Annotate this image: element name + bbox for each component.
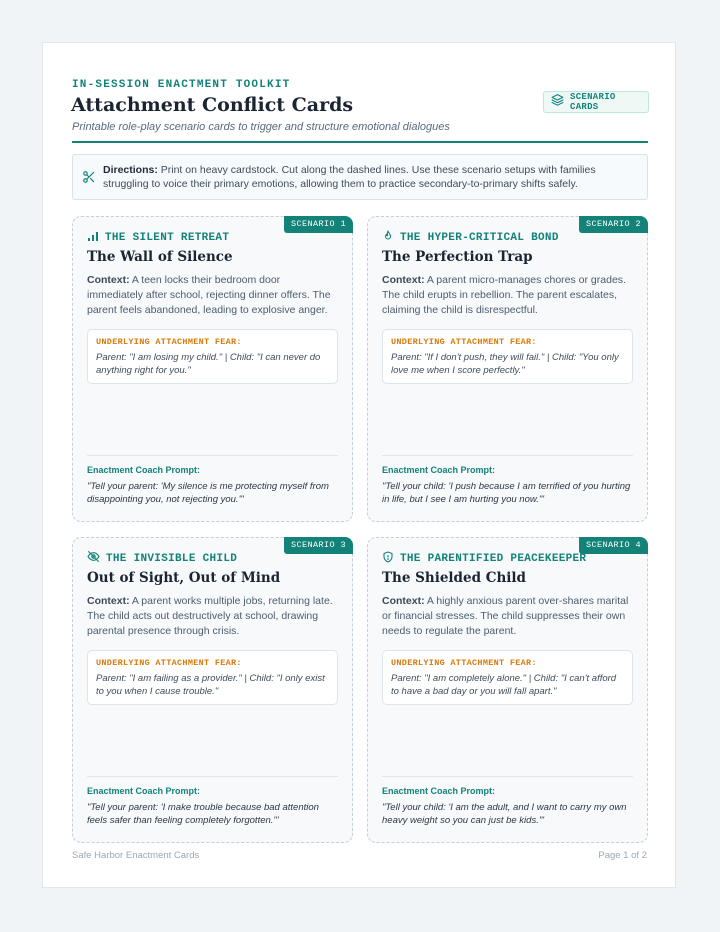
- card-title: The Shielded Child: [382, 570, 526, 586]
- context-text: A parent works multiple jobs, returning late. The child acts out destructively at school, drawing parental presence through crisis.: [87, 595, 333, 637]
- page-number: Page 1 of 2: [598, 850, 647, 861]
- scissors-icon: [82, 170, 96, 189]
- page-title: Attachment Conflict Cards: [71, 94, 354, 116]
- directions-box: [72, 154, 648, 200]
- fear-text: Parent: "I am failing as a provider." | Child: "I only exist to you when I cause trouble.": [96, 673, 325, 697]
- coach-label: Enactment Coach Prompt:: [382, 465, 496, 475]
- context-label: Context:: [87, 595, 130, 607]
- layers-icon: [551, 93, 564, 111]
- fear-label: UNDERLYING ATTACHMENT FEAR:: [96, 337, 242, 347]
- coach-prompt: "Tell your child: 'I am the adult, and I want to carry my own heavy weight so you can just be kids.'": [382, 802, 627, 826]
- signal-bars-icon: [87, 229, 99, 247]
- fear-label: UNDERLYING ATTACHMENT FEAR:: [391, 658, 537, 668]
- directions-text: [103, 164, 633, 191]
- attachment-fear-box: [382, 650, 633, 705]
- directions-label: Directions:: [103, 164, 158, 176]
- card-divider: [382, 455, 633, 456]
- fear-text: Parent: "I am completely alone." | Child: "I can't afford to have a bad day or you will fall apart.": [391, 673, 617, 697]
- toolkit-kicker: IN-SESSION ENACTMENT TOOLKIT: [72, 79, 291, 91]
- scenario-tag: SCENARIO 2: [579, 216, 648, 233]
- category-label: THE SILENT RETREAT: [105, 232, 230, 244]
- context-label: Context:: [382, 595, 425, 607]
- shield-icon: [382, 550, 394, 568]
- context-label: Context:: [382, 274, 425, 286]
- page-subtitle: Printable role-play scenario cards to trigger and structure emotional dialogues: [72, 121, 450, 133]
- scenario-card: [367, 537, 648, 843]
- scenario-tag: SCENARIO 4: [579, 537, 648, 554]
- coach-label: Enactment Coach Prompt:: [87, 786, 201, 796]
- card-divider: [382, 776, 633, 777]
- attachment-fear-box: [87, 329, 338, 384]
- card-category: [87, 552, 237, 566]
- context-text: A teen locks their bedroom door immediately after school, rejecting dinner offers. The parent feels abandoned, leading to explosive anger.: [87, 274, 331, 316]
- card-title: Out of Sight, Out of Mind: [87, 570, 281, 586]
- card-context: [382, 594, 634, 639]
- card-title: The Wall of Silence: [87, 249, 233, 265]
- scenario-cards-badge: [543, 91, 649, 113]
- card-category: [382, 231, 559, 245]
- fear-label: UNDERLYING ATTACHMENT FEAR:: [391, 337, 537, 347]
- scenario-tag: SCENARIO 1: [284, 216, 353, 233]
- scenario-card: [72, 537, 353, 843]
- card-divider: [87, 455, 338, 456]
- coach-label: Enactment Coach Prompt:: [382, 786, 496, 796]
- card-category: [382, 552, 586, 566]
- fear-label: UNDERLYING ATTACHMENT FEAR:: [96, 658, 242, 668]
- flame-icon: [382, 229, 394, 247]
- category-label: THE INVISIBLE CHILD: [106, 553, 238, 565]
- footer-brand: Safe Harbor Enactment Cards: [72, 850, 200, 861]
- fear-text: Parent: "If I don't push, they will fail." | Child: "You only love me when I score perfectly.": [391, 352, 619, 376]
- card-context: [382, 273, 634, 318]
- card-context: [87, 273, 339, 318]
- category-label: THE PARENTIFIED PEACEKEEPER: [400, 553, 587, 565]
- coach-label: Enactment Coach Prompt:: [87, 465, 201, 475]
- coach-prompt: "Tell your parent: 'I make trouble because bad attention feels safer than feeling completely forgotten.'": [87, 802, 319, 826]
- coach-prompt: "Tell your child: 'I push because I am terrified of you hurting in life, but I see I am hurting you now.'": [382, 481, 631, 505]
- page-sheet: [42, 42, 676, 888]
- scenario-card: [367, 216, 648, 522]
- category-label: THE HYPER-CRITICAL BOND: [400, 232, 559, 244]
- attachment-fear-box: [382, 329, 633, 384]
- header-rule: [72, 141, 648, 143]
- card-divider: [87, 776, 338, 777]
- card-title: The Perfection Trap: [382, 249, 533, 265]
- directions-body: Print on heavy cardstock. Cut along the dashed lines. Use these scenario setups with families struggling to voice their primary emotions, allowing them to practice secondary-to-primary shifts safely.: [103, 164, 596, 190]
- scenario-card: [72, 216, 353, 522]
- card-category: [87, 231, 229, 245]
- context-text: A highly anxious parent over-shares marital or financial stresses. The child suppresses their own needs to regulate the parent.: [382, 595, 629, 637]
- scenario-tag: SCENARIO 3: [284, 537, 353, 554]
- eye-off-icon: [87, 550, 100, 568]
- context-text: A parent micro-manages chores or grades. The child erupts in rebellion. The parent escalates, claiming the child is disrespectful.: [382, 274, 626, 316]
- badge-label: SCENARIO CARDS: [570, 92, 616, 112]
- attachment-fear-box: [87, 650, 338, 705]
- coach-prompt: "Tell your parent: 'My silence is me protecting myself from disappointing you, not rejecting you.'": [87, 481, 329, 505]
- context-label: Context:: [87, 274, 130, 286]
- fear-text: Parent: "I am losing my child." | Child: "I can never do anything right for you.": [96, 352, 321, 376]
- card-context: [87, 594, 339, 639]
